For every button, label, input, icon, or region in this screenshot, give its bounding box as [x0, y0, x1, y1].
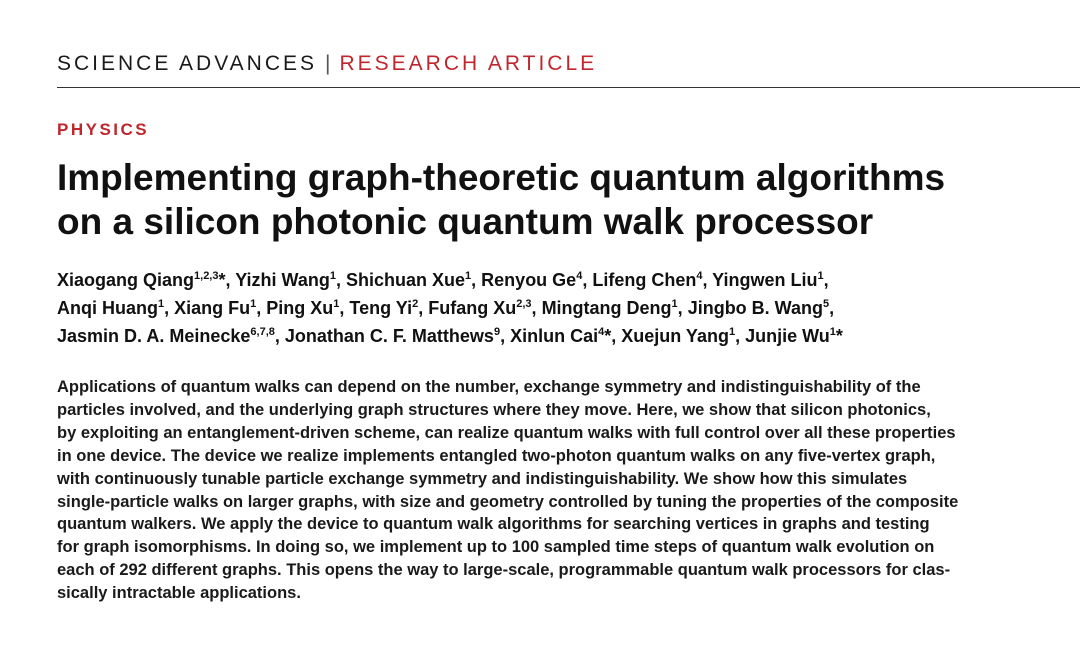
- abstract-line: particles involved, and the underlying graph structures where they move. Here, we show that silicon photonics,: [57, 400, 931, 419]
- abstract-line: Applications of quantum walks can depend on the number, exchange symmetry and indistinguishability of the: [57, 378, 921, 396]
- author-name: Mingtang Deng: [541, 298, 672, 318]
- affiliation-marker: 1: [158, 298, 165, 310]
- author-name: Fufang Xu: [428, 298, 517, 318]
- author[interactable]: [235, 270, 336, 290]
- author[interactable]: [592, 270, 702, 290]
- author-separator: ,: [164, 298, 175, 318]
- abstract-line: each of 292 different graphs. This opens the way to large-scale, programmable quantum walk processors for clas-: [57, 561, 951, 580]
- author[interactable]: [542, 298, 678, 318]
- affiliation-marker: 4: [598, 326, 605, 338]
- author[interactable]: [688, 298, 829, 318]
- author-name: Xuejun Yang: [621, 326, 729, 346]
- author[interactable]: [428, 298, 531, 318]
- author-line: [57, 294, 1067, 322]
- abstract-line: single-particle walks on larger graphs, with size and geometry controlled by tuning the properties of the composite: [57, 492, 959, 511]
- affiliation-marker: 2: [412, 298, 419, 310]
- author-line: [57, 266, 1067, 294]
- affiliation-marker: 1: [817, 270, 824, 282]
- author[interactable]: [349, 298, 418, 318]
- abstract-line: for graph isomorphisms. In doing so, we implement up to 100 sampled time steps of quantum walk evolution on: [57, 538, 935, 557]
- author-name: Anqi Huang: [57, 298, 158, 318]
- author-name: Junjie Wu: [745, 326, 830, 346]
- affiliation-marker: 4: [696, 270, 703, 282]
- author[interactable]: [712, 270, 823, 290]
- author-list: [57, 266, 1067, 350]
- author[interactable]: [174, 298, 256, 318]
- abstract-line: in one device. The device we realize implements entangled two-photon quantum walks on any five-vertex graph,: [57, 446, 936, 465]
- author-separator: ,: [823, 270, 829, 290]
- article-title: [57, 156, 1057, 244]
- author[interactable]: [621, 326, 735, 346]
- affiliation-marker: 1: [465, 270, 472, 282]
- author-name: Shichuan Xue: [346, 270, 466, 290]
- author-name: Jingbo B. Wang: [687, 298, 824, 318]
- abstract-line: quantum walkers. We apply the device to quantum walk algorithms for searching vertices in graphs and testing: [57, 515, 930, 534]
- affiliation-marker: 1: [250, 298, 257, 310]
- journal-header: [57, 52, 597, 76]
- author-separator: ,: [500, 326, 511, 346]
- author-line: [57, 322, 1067, 350]
- affiliation-marker: 1,2,3: [194, 270, 219, 282]
- affiliation-marker: 2,3: [516, 298, 532, 310]
- article-type: RESEARCH ARTICLE: [339, 52, 598, 75]
- author-name: Xinlun Cai: [510, 326, 599, 346]
- author-name: Xiang Fu: [174, 298, 251, 318]
- affiliation-marker: 1: [329, 270, 336, 282]
- affiliation-marker: 1: [728, 326, 736, 338]
- abstract-line: with continuously tunable particle exchange symmetry and indistinguishability. We show how this simulates: [57, 469, 908, 488]
- affiliation-marker: 5: [823, 298, 830, 310]
- author-name: Jasmin D. A. Meinecke: [57, 326, 251, 346]
- author[interactable]: [481, 270, 582, 290]
- author[interactable]: [346, 270, 471, 290]
- author-separator: ,: [274, 326, 285, 346]
- affiliation-marker: 1: [333, 298, 340, 310]
- author[interactable]: [57, 298, 164, 318]
- author-name: Yingwen Liu: [712, 270, 818, 290]
- corresponding-mark: *: [835, 326, 843, 346]
- title-line: on a silicon photonic quantum walk processor: [57, 201, 874, 242]
- author-name: Lifeng Chen: [592, 270, 697, 290]
- affiliation-marker: 9: [493, 326, 501, 338]
- author-separator: ,: [531, 298, 542, 318]
- author[interactable]: [285, 326, 500, 346]
- header-separator: |: [325, 52, 334, 75]
- abstract: [57, 376, 1069, 605]
- affiliation-marker: 4: [576, 270, 583, 282]
- author[interactable]: [57, 326, 275, 346]
- affiliation-marker: 1: [829, 326, 836, 338]
- affiliation-marker: 1: [671, 298, 678, 310]
- author-name: Ping Xu: [266, 298, 334, 318]
- author-name: Jonathan C. F. Matthews: [284, 326, 494, 346]
- author-separator: ,: [256, 298, 267, 318]
- author-separator: ,: [582, 270, 593, 290]
- author[interactable]: [510, 326, 611, 346]
- author-name: Renyou Ge: [481, 270, 577, 290]
- author-separator: ,: [829, 298, 835, 318]
- author-name: Teng Yi: [349, 298, 413, 318]
- corresponding-mark: *: [604, 326, 612, 346]
- section-label: PHYSICS: [57, 120, 150, 139]
- header-rule: [57, 87, 1080, 88]
- author-separator: ,: [735, 326, 746, 346]
- author-name: Yizhi Wang: [235, 270, 330, 290]
- abstract-line: by exploiting an entanglement-driven scheme, can realize quantum walks with full control over all these properties: [57, 423, 956, 442]
- author-separator: ,: [339, 298, 350, 318]
- author-separator: ,: [702, 270, 713, 290]
- author-separator: ,: [335, 270, 346, 290]
- abstract-line: sically intractable applications.: [57, 584, 301, 603]
- author-separator: ,: [418, 298, 429, 318]
- title-line: Implementing graph-theoretic quantum algorithms: [57, 157, 946, 198]
- corresponding-mark: *: [218, 270, 226, 290]
- author-separator: ,: [611, 326, 622, 346]
- author-name: Xiaogang Qiang: [57, 270, 195, 290]
- journal-name: SCIENCE ADVANCES: [57, 52, 317, 75]
- author[interactable]: [57, 270, 226, 290]
- affiliation-marker: 6,7,8: [250, 326, 275, 338]
- author-separator: ,: [471, 270, 482, 290]
- author[interactable]: [266, 298, 339, 318]
- author-separator: ,: [677, 298, 688, 318]
- author-separator: ,: [225, 270, 236, 290]
- author[interactable]: [745, 326, 843, 346]
